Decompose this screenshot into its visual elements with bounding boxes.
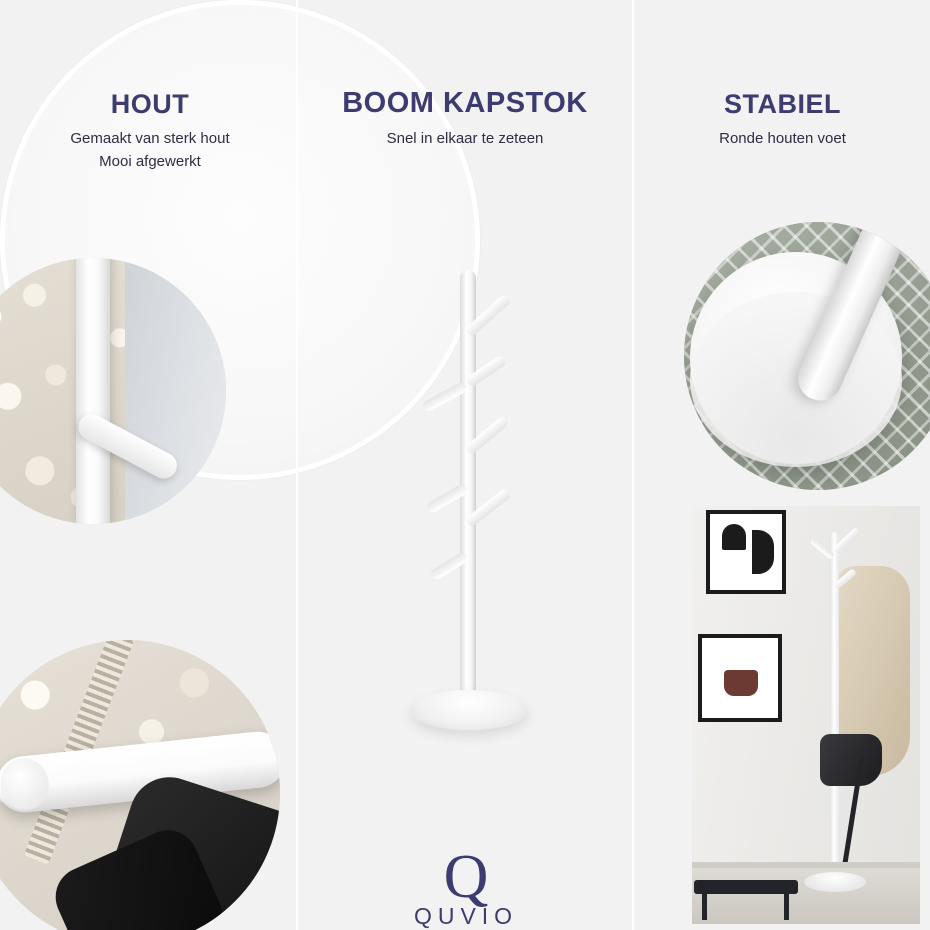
feature-title-boom-kapstok: BOOM KAPSTOK bbox=[342, 87, 588, 119]
brand-logo bbox=[380, 843, 552, 930]
bench-seat bbox=[694, 880, 798, 894]
feature-heading-center bbox=[300, 88, 630, 150]
art-shape bbox=[724, 670, 758, 696]
feature-title-hout: HOUT bbox=[110, 89, 190, 119]
feature-sub-hout-line1: Gemaakt van sterk hout bbox=[70, 129, 230, 147]
feature-title-stabiel: STABIEL bbox=[724, 89, 841, 119]
black-shoulder-bag bbox=[820, 734, 882, 786]
photo-hook-detail bbox=[0, 258, 226, 524]
feature-heading-right bbox=[640, 90, 925, 149]
tree-coat-rack-illustration bbox=[384, 250, 554, 730]
room-rack-base bbox=[804, 872, 866, 892]
photo-pole-with-coat bbox=[0, 640, 280, 930]
framed-art-bottom bbox=[698, 634, 782, 722]
bench-leg bbox=[784, 890, 789, 920]
photo-base-detail bbox=[684, 222, 930, 490]
art-shape bbox=[752, 530, 774, 574]
photo-room-scene bbox=[692, 506, 920, 924]
feature-sub-stabiel-line1: Ronde houten voet bbox=[719, 129, 846, 147]
bench-leg bbox=[702, 890, 707, 920]
wall-background bbox=[125, 258, 226, 524]
feature-sub-center-line1: Snel in elkaar te zeteen bbox=[386, 129, 544, 147]
framed-art-top bbox=[706, 510, 786, 594]
brand-mark: Q bbox=[443, 843, 489, 912]
room-floor bbox=[692, 868, 920, 924]
brand-name: QUVIO bbox=[413, 903, 519, 929]
column-divider-left bbox=[296, 0, 298, 930]
rack-round-base bbox=[410, 690, 528, 730]
rack-pole bbox=[76, 258, 110, 524]
art-shape bbox=[722, 524, 746, 550]
feature-heading-left bbox=[10, 90, 290, 173]
feature-sub-hout-line2: Mooi afgewerkt bbox=[99, 153, 201, 171]
column-divider-right bbox=[632, 0, 634, 930]
